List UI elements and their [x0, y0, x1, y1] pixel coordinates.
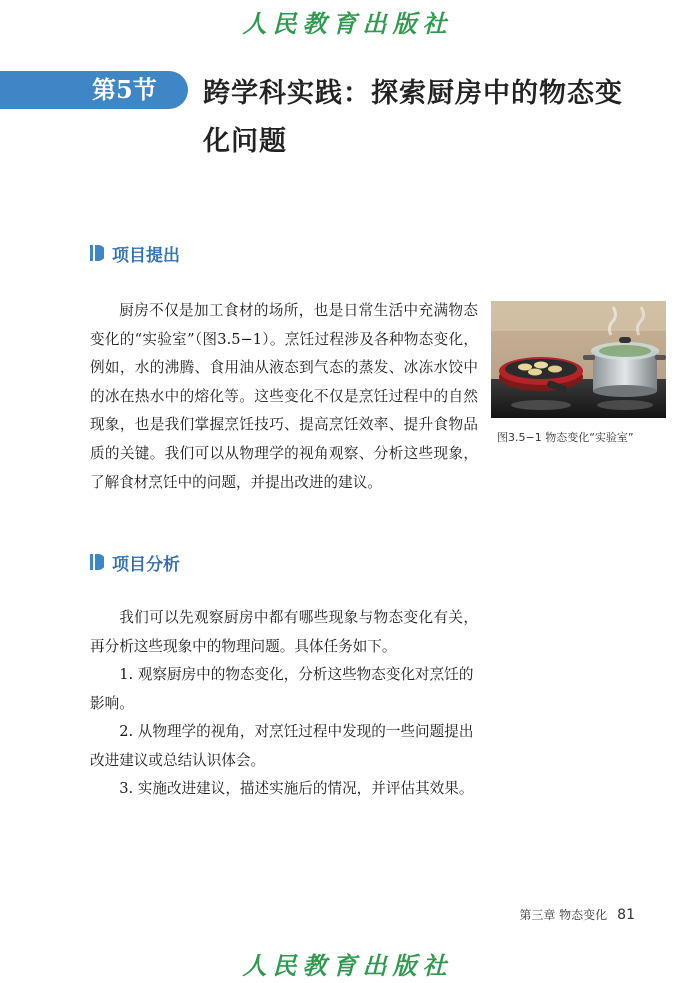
heading-marker-icon — [90, 553, 104, 571]
heading-label: 项目提出 — [112, 245, 180, 266]
publisher-logo: 人民教育出版社 — [242, 9, 453, 38]
heading-label: 项目分析 — [112, 554, 180, 575]
publisher-logo: 人民教育出版社 — [242, 951, 453, 980]
task-item: 3. 实施改进建议，描述实施后的情况，并评估其效果。 — [119, 780, 474, 797]
figure-caption: 图3.5−1 物态变化“实验室” — [497, 431, 634, 444]
page-title: 跨学科实践：探索厨房中的物态变化问题 — [203, 78, 623, 157]
page-number: 81 — [617, 907, 635, 923]
heading-project-analysis — [90, 550, 180, 574]
analysis-paragraph: 我们可以先观察厨房中都有哪些现象与物态变化有关，再分析这些现象中的物理问题。具体任务如下。 — [90, 609, 478, 655]
section-number-tab: 第5节 — [0, 71, 188, 109]
intro-paragraph: 厨房不仅是加工食材的场所，也是日常生活中充满物态变化的“实验室”（图3.5−1）。烹饪过程涉及各种物态变化，例如，水的沸腾、食用油从液态到气态的蒸发、冰冻水饺中的冰在热水中的熔化等。这些变化不仅是烹饪过程中的自然现象，也是我们掌握烹饪技巧、提高烹饪效率、提升食物品质的关键。我们可以从物理学的视角观察、分析这些现象，了解食材烹饪中的问题，并提出改进的建议。 — [90, 302, 478, 491]
chapter-label: 第三章 物态变化 — [519, 908, 608, 922]
page-footer — [519, 906, 635, 923]
task-item: 2. 从物理学的视角，对烹饪过程中发现的一些问题提出改进建议或总结认识体会。 — [90, 723, 474, 769]
heading-marker-icon — [90, 244, 104, 262]
heading-project-proposal — [90, 241, 180, 265]
task-item: 1. 观察厨房中的物态变化，分析这些物态变化对烹饪的影响。 — [90, 666, 474, 712]
kitchen-photo — [491, 301, 666, 418]
